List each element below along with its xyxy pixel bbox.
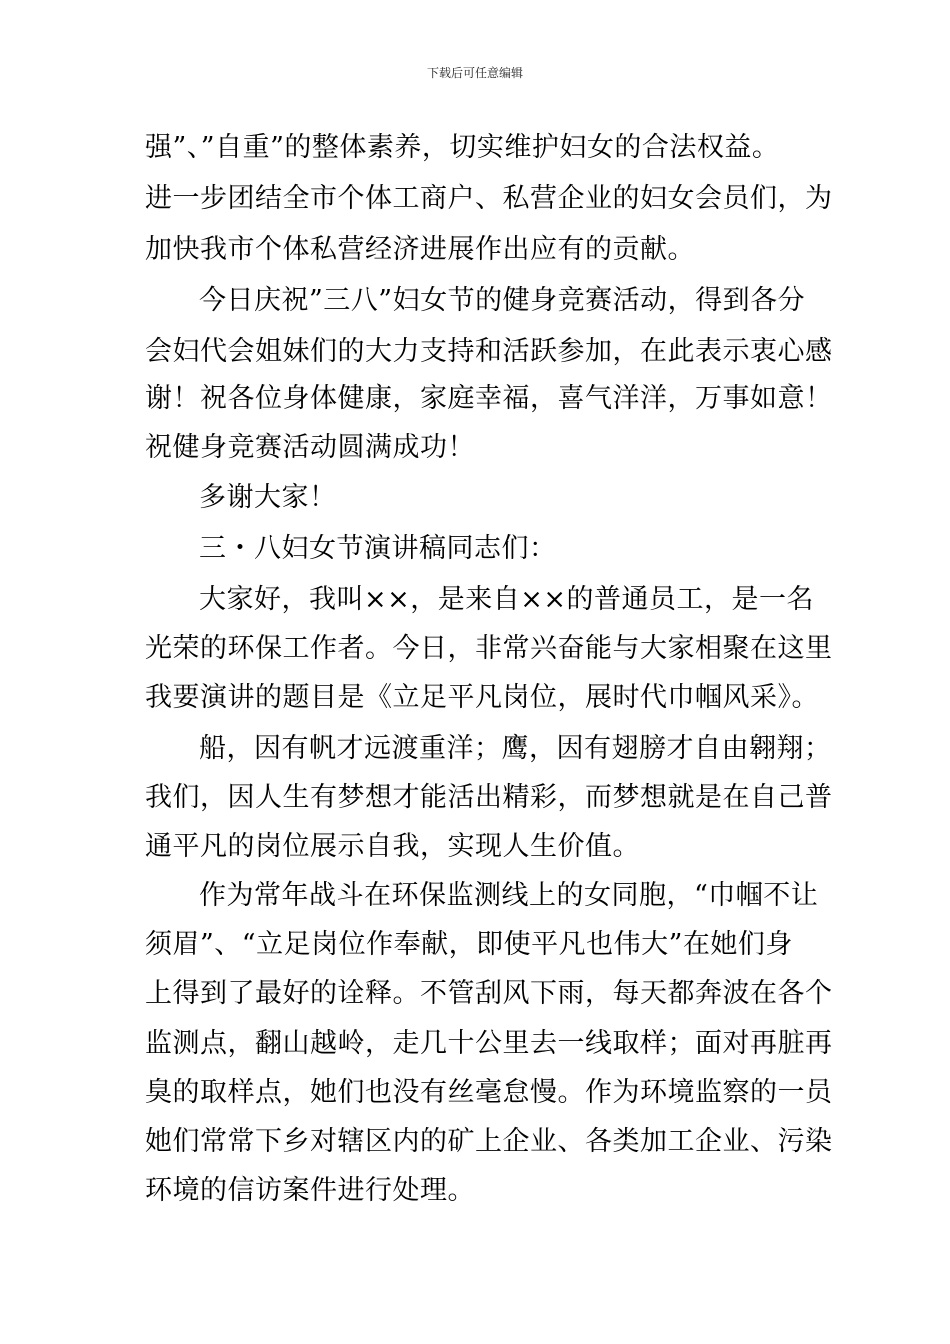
body-line: 会妇代会姐妹们的大力支持和活跃参加，在此表示衷心感 — [145, 336, 833, 367]
body-line: 臭的取样点，她们也没有丝毫怠慢。作为环境监察的一员 — [145, 1077, 833, 1108]
body-line: 她们常常下乡对辖区内的矿上企业、各类加工企业、污染 — [145, 1126, 833, 1157]
body-line: 须眉”、“立足岗位作奉献，即使平凡也伟大”在她们身 — [145, 929, 793, 960]
paragraph-start-line: 作为常年战斗在环保监测线上的女同胞，“巾帼不让 — [199, 880, 819, 911]
body-line: 我们，因人生有梦想才能活出精彩，而梦想就是在自己普 — [145, 782, 833, 813]
body-line: 祝健身竞赛活动圆满成功！ — [145, 432, 475, 463]
body-line: 环境的信访案件进行处理。 — [145, 1175, 475, 1206]
section-title-line: 三・八妇女节演讲稿同志们： — [199, 533, 557, 564]
body-line: 监测点，翻山越岭，走几十公里去一线取样；面对再脏再 — [145, 1028, 833, 1059]
body-line: 强”、”自重”的整体素养，切实维护妇女的合法权益。 — [145, 132, 780, 163]
paragraph-start-line: 船，因有帆才远渡重洋；鹰，因有翅膀才自由翱翔； — [199, 733, 832, 764]
body-line: 加快我市个体私营经济进展作出应有的贡献。 — [145, 234, 695, 265]
paragraph-start-line: 大家好，我叫××，是来自××的普通员工，是一名 — [199, 584, 814, 615]
body-line: 谢！祝各位身体健康，家庭幸福，喜气洋洋，万事如意！ — [145, 383, 833, 414]
body-line: 进一步团结全市个体工商户、私营企业的妇女会员们，为 — [145, 183, 833, 214]
body-line: 通平凡的岗位展示自我，实现人生价值。 — [145, 831, 640, 862]
paragraph-start-line: 今日庆祝”三八”妇女节的健身竞赛活动，得到各分 — [199, 285, 806, 316]
body-line: 我要演讲的题目是《立足平凡岗位，展时代巾帼风采》。 — [145, 682, 819, 713]
page-header: 下载后可任意编辑 — [426, 66, 523, 80]
paragraph-start-line: 多谢大家！ — [199, 482, 337, 513]
body-line: 光荣的环保工作者。今日，非常兴奋能与大家相聚在这里 — [145, 633, 833, 664]
body-line: 上得到了最好的诠释。不管刮风下雨，每天都奔波在各个 — [145, 978, 833, 1009]
